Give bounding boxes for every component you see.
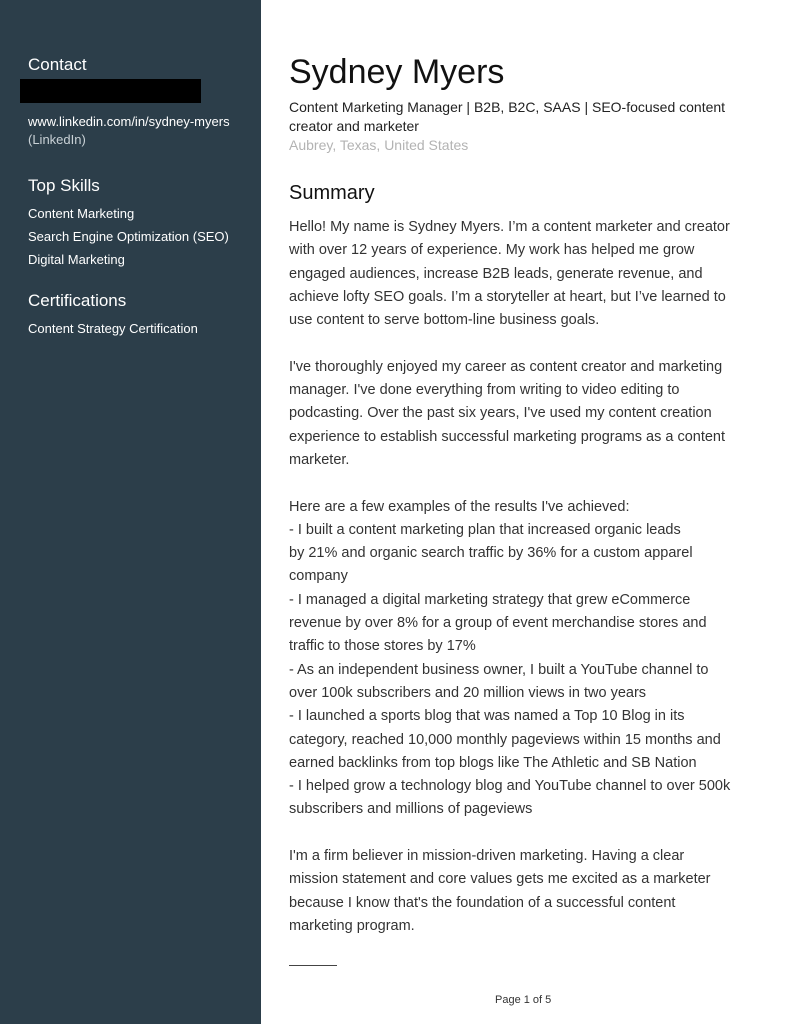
summary-line: I'm a firm believer in mission-driven marketing. Having a clear — [289, 848, 685, 865]
certifications-section — [28, 291, 256, 340]
summary-line: revenue by over 8% for a group of event merchandise stores and — [289, 615, 707, 632]
linkedin-label: (LinkedIn) — [28, 132, 86, 147]
summary-line: subscribers and millions of pageviews — [289, 801, 533, 818]
summary-line: Here are a few examples of the results I've achieved: — [289, 498, 630, 515]
page-number: Page 1 of 5 — [495, 994, 552, 1006]
summary-line: mission statement and core values gets me excited as a marketer — [289, 871, 711, 888]
linkedin-block — [28, 113, 256, 149]
skill-item: Search Engine Optimization (SEO) — [28, 229, 229, 244]
summary-line: by 21% and organic search traffic by 36% for a custom apparel — [289, 545, 693, 562]
summary-line: I've thoroughly enjoyed my career as content creator and marketing — [289, 358, 723, 375]
summary-heading: Summary — [289, 182, 375, 204]
summary-line: Hello! My name is Sydney Myers. I’m a content marketer and creator — [289, 219, 730, 235]
summary-paragraph-intro — [289, 216, 769, 332]
profile-headline: Content Marketing Manager | B2B, B2C, SAAS | SEO-focused content creator and marketer — [289, 99, 726, 134]
summary-line: achieve lofty SEO goals. I’m a storyteller at heart, but I’ve learned to — [289, 288, 726, 305]
summary-line: - I built a content marketing plan that increased organic leads — [289, 521, 681, 538]
summary-line: - I managed a digital marketing strategy that grew eCommerce — [289, 591, 691, 608]
contact-section — [28, 55, 256, 81]
summary-line: - As an independent business owner, I built a YouTube channel to — [289, 661, 709, 678]
summary-line: experience to establish successful marketing programs as a content — [289, 428, 726, 445]
summary-line: - I launched a sports blog that was named a Top 10 Blog in its — [289, 708, 685, 725]
redacted-contact-info — [20, 79, 201, 103]
summary-line: because I know that's the foundation of a successful content — [289, 894, 676, 911]
summary-line: - I helped grow a technology blog and YouTube channel to over 500k — [289, 778, 731, 795]
summary-paragraph-results — [289, 496, 769, 822]
profile-location: Aubrey, Texas, United States — [289, 137, 469, 153]
summary-line: manager. I've done everything from writing to video editing to — [289, 382, 680, 399]
summary-line: company — [289, 568, 348, 585]
sidebar — [0, 0, 261, 1024]
summary-line: marketer. — [289, 451, 350, 468]
profile-name: Sydney Myers — [289, 53, 505, 91]
section-divider — [289, 965, 337, 966]
summary-line: earned backlinks from top blogs like The Athletic and SB Nation — [289, 754, 697, 771]
summary-paragraph-career — [289, 356, 769, 472]
skill-item: Digital Marketing — [28, 252, 125, 267]
skills-section — [28, 176, 256, 271]
summary-line: use content to serve bottom-line business goals. — [289, 312, 600, 329]
summary-line: podcasting. Over the past six years, I've used my content creation — [289, 405, 712, 422]
linkedin-link[interactable]: www.linkedin.com/in/sydney-myers — [28, 114, 230, 129]
summary-line: category, reached 10,000 monthly pageviews within 15 months and — [289, 731, 721, 748]
skills-heading: Top Skills — [28, 176, 100, 195]
skill-item: Content Marketing — [28, 206, 135, 221]
summary-line: over 100k subscribers and 20 million views in two years — [289, 684, 647, 701]
certification-item: Content Strategy Certification — [28, 321, 198, 336]
summary-body — [289, 216, 769, 962]
summary-line: traffic to those stores by 17% — [289, 638, 476, 655]
summary-line: marketing program. — [289, 917, 415, 934]
certifications-heading: Certifications — [28, 291, 127, 310]
summary-paragraph-mission — [289, 845, 769, 938]
summary-line: with over 12 years of experience. My work has helped me grow — [289, 242, 695, 259]
contact-heading: Contact — [28, 55, 87, 74]
summary-line: engaged audiences, increase B2B leads, generate revenue, and — [289, 265, 703, 282]
